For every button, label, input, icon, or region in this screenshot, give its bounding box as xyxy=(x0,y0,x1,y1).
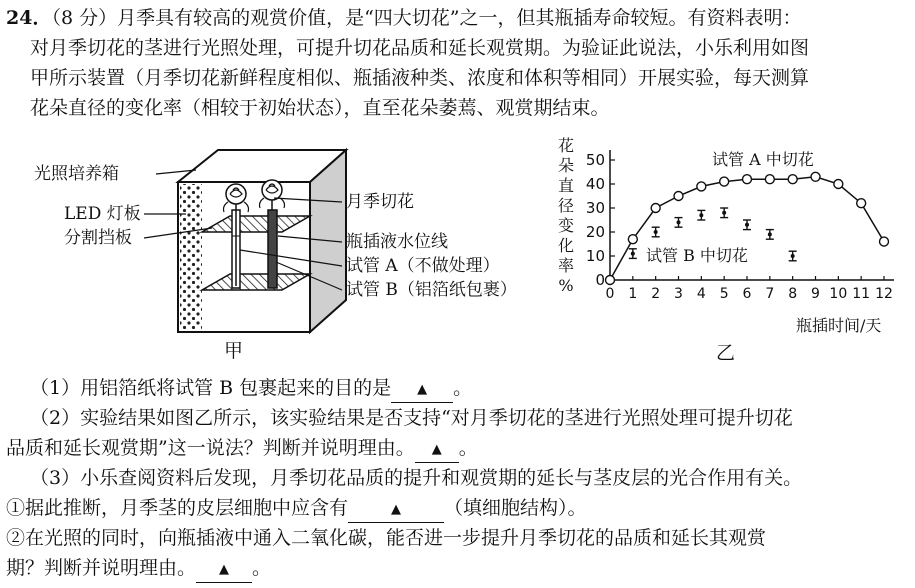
x-tick-label: 5 xyxy=(719,286,729,302)
x-tick-label: 8 xyxy=(788,286,798,302)
question-intro-line2: 对月季切花的茎进行光照处理，可提升切花品质和延长观赏期。为验证此说法，小乐利用如图 xyxy=(30,37,810,59)
series-a-point xyxy=(674,192,683,201)
series-b-marker xyxy=(722,211,726,215)
x-tick-label: 11 xyxy=(852,286,871,302)
x-tick-label: 10 xyxy=(829,286,848,302)
question-number: 24． xyxy=(6,7,52,29)
q3-2-answer-blank[interactable]: ▲ xyxy=(196,556,252,583)
x-tick-label: 4 xyxy=(696,286,706,302)
label-tube-a: 试管 A（不做处理） xyxy=(346,256,500,276)
q1-line: （1）用铝箔纸将试管 B 包裹起来的目的是 ▲ 。 xyxy=(30,376,472,403)
series-a-point xyxy=(765,175,774,184)
series-a-point xyxy=(834,180,843,189)
question-intro-line1: 24．（8 分）月季具有较高的观赏价值，是“四大切花”之一，但其瓶插寿命较短。有资料表明： xyxy=(6,7,802,29)
series-b-point xyxy=(789,251,797,261)
label-led-panel: LED 灯板 xyxy=(64,204,141,224)
y-axis-label-char: 变 xyxy=(557,216,574,235)
series-a-point xyxy=(857,199,866,208)
series-a-point xyxy=(606,276,615,285)
series-b-marker xyxy=(768,232,772,236)
q3-1-answer-blank[interactable]: ▲ xyxy=(348,496,444,523)
y-tick-label: 20 xyxy=(585,223,605,241)
label-tube-b: 试管 B（铝箔纸包裹） xyxy=(346,280,517,300)
label-incubator: 光照培养箱 xyxy=(34,164,119,184)
x-tick-label: 1 xyxy=(628,286,638,302)
x-tick-label: 9 xyxy=(811,286,820,302)
x-tick-label: 0 xyxy=(605,286,615,302)
q2-line1: （2）实验结果如图乙所示，该实验结果是否支持“对月季切花的茎进行光照处理可提升切花 xyxy=(30,407,793,429)
series-b-marker xyxy=(677,220,681,224)
x-tick-label: 2 xyxy=(651,286,661,302)
q3-2-line2: 期？判断并说明理由。 ▲ 。 xyxy=(6,556,271,583)
q2-line2: 品质和延长观赏期”这一说法？判断并说明理由。 ▲ 。 xyxy=(6,436,478,463)
series-a-point xyxy=(697,182,706,191)
y-axis-label-char: 直 xyxy=(557,176,574,195)
series-a-point xyxy=(811,172,820,181)
y-axis-label-char: 朵 xyxy=(557,156,574,175)
q3-1-line: ①据此推断，月季茎的皮层细胞中应含有 ▲ （填细胞结构）。 xyxy=(6,496,587,523)
series-b-point xyxy=(720,208,728,218)
x-tick-label: 6 xyxy=(742,286,752,302)
q3-2-line1: ②在光照的同时，向瓶插液中通入二氧化碳，能否进一步提升月季切花的品质和延长其观赏 xyxy=(6,527,767,549)
y-axis-label-char: 花 xyxy=(557,136,574,155)
series-b-marker xyxy=(631,252,635,256)
question-intro-line3: 甲所示装置（月季切花新鲜程度相似、瓶插液种类、浓度和体积等相同）开展实验，每天测算 xyxy=(30,67,810,89)
series-b-point xyxy=(766,230,774,240)
y-tick-label: 30 xyxy=(585,199,605,217)
y-axis-label-char: 率 xyxy=(557,256,574,275)
q3-intro: （3）小乐查阅资料后发现，月季切花品质的提升和观赏期的延长与茎皮层的光合作用有关。 xyxy=(30,467,803,489)
series-a-point xyxy=(651,204,660,213)
x-axis-label: 瓶插时间/天 xyxy=(796,316,882,335)
series-a-point xyxy=(880,237,889,246)
series-a-label: 试管 A 中切花 xyxy=(712,150,814,169)
label-divider: 分割挡板 xyxy=(64,228,132,248)
y-axis-label-char: 径 xyxy=(557,196,574,215)
label-rose: 月季切花 xyxy=(346,192,414,212)
y-tick-label: 0 xyxy=(595,271,605,289)
figure-yi-caption: 乙 xyxy=(716,342,736,364)
q1-answer-blank[interactable]: ▲ xyxy=(391,376,453,403)
question-intro-line4: 花朵直径的变化率（相较于初始状态），直至花朵萎蔫、观赏期结束。 xyxy=(30,97,610,119)
series-b-point xyxy=(697,210,705,220)
series-b-point xyxy=(675,218,683,228)
y-axis-label xyxy=(556,136,576,296)
figure-jia-caption: 甲 xyxy=(224,340,244,362)
series-b-label: 试管 B 中切花 xyxy=(646,246,748,265)
series-b-marker xyxy=(654,230,658,234)
series-a-point xyxy=(628,235,637,244)
x-tick-label: 7 xyxy=(765,286,775,302)
y-axis-label-char: % xyxy=(558,276,574,295)
x-tick-label: 3 xyxy=(674,286,683,302)
x-tick-label: 12 xyxy=(875,286,893,302)
series-b-marker xyxy=(699,213,703,217)
series-b-point xyxy=(743,220,751,230)
y-tick-label: 10 xyxy=(585,247,605,265)
label-water-line: 瓶插液水位线 xyxy=(346,232,448,252)
series-a-point xyxy=(720,177,729,186)
series-a-point xyxy=(743,175,752,184)
series-b-marker xyxy=(791,254,795,258)
y-tick-label: 50 xyxy=(585,151,605,169)
series-b-marker xyxy=(745,223,749,227)
series-b-point xyxy=(652,227,660,237)
y-tick-label: 40 xyxy=(585,175,605,193)
y-axis-label-char: 化 xyxy=(557,236,574,255)
series-b-point xyxy=(629,249,637,259)
q2-answer-blank[interactable]: ▲ xyxy=(415,436,459,463)
series-a-point xyxy=(788,175,797,184)
